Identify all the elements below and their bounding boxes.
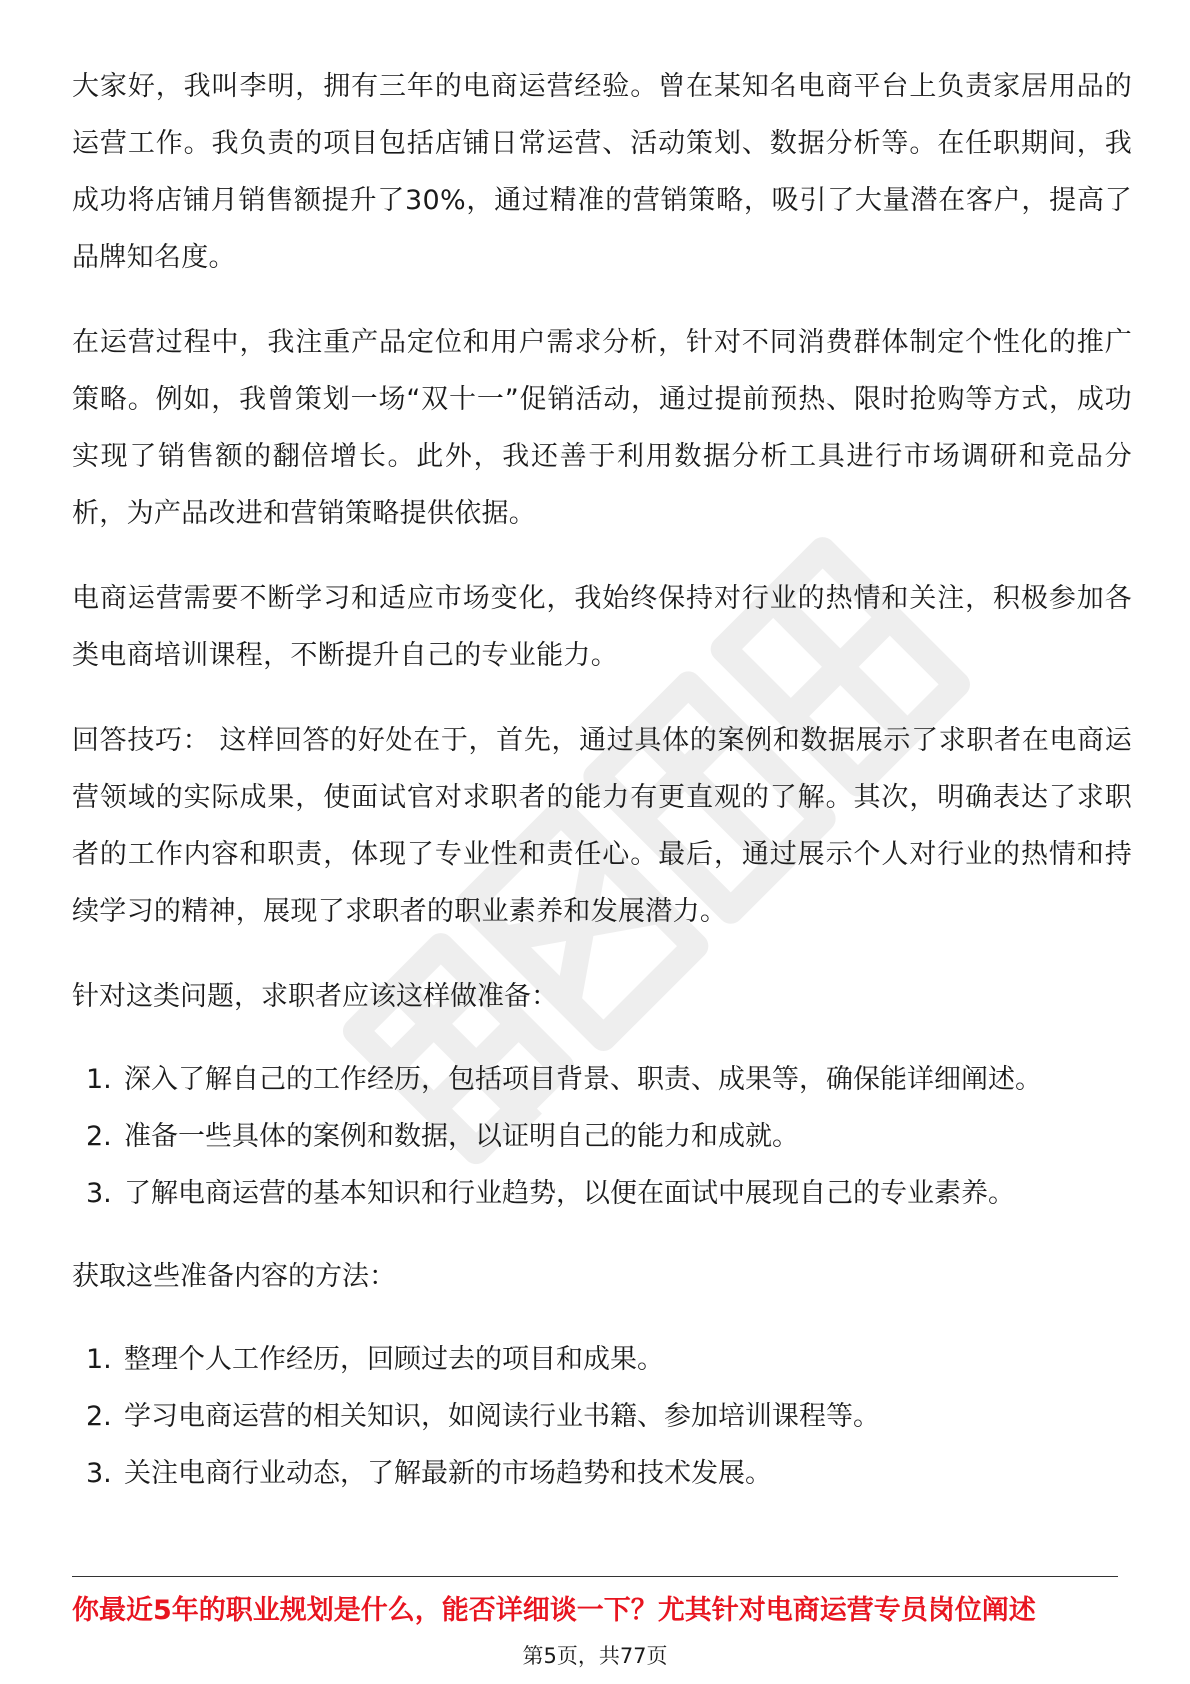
list-text: 了解电商运营的基本知识和行业趋势，以便在面试中展现自己的专业素养。 (124, 1178, 1015, 1209)
list-text: 准备一些具体的案例和数据，以证明自己的能力和成就。 (124, 1121, 799, 1152)
list-number: 2. (86, 1401, 112, 1432)
paragraph-operations: 在运营过程中，我注重产品定位和用户需求分析，针对不同消费群体制定个性化的推广策略。例如，我曾策划一场“双十一”促销活动，通过提前预热、限时抢购等方式，成功实现了销售额的翻倍增长。此外，我还善于利用数据分析工具进行市场调研和竞品分析，为产品改进和营销策略提供依据。 (72, 327, 1132, 529)
paragraph-answer-tips: 回答技巧： 这样回答的好处在于，首先，通过具体的案例和数据展示了求职者在电商运营领域的实际成果，使面试官对求职者的能力有更直观的了解。其次，明确表达了求职者的工作内容和职责，体现了专业性和责任心。最后，通过展示个人对行业的热情和持续学习的精神，展现了求职者的职业素养和发展潜力。 (72, 725, 1132, 927)
list-number: 3. (86, 1178, 112, 1209)
list-number: 3. (86, 1458, 112, 1489)
list-text: 学习电商运营的相关知识，如阅读行业书籍、参加培训课程等。 (124, 1401, 880, 1432)
list-item (86, 1388, 1132, 1445)
methods-list (72, 1331, 1132, 1502)
prep-list (72, 1051, 1132, 1222)
list-number: 1. (86, 1064, 112, 1095)
document-body (72, 58, 1132, 1528)
list-text: 深入了解自己的工作经历，包括项目背景、职责、成果等，确保能详细阐述。 (124, 1064, 1042, 1095)
list-text: 关注电商行业动态，了解最新的市场趋势和技术发展。 (124, 1458, 772, 1489)
page-number: 第5页，共77页 (522, 1644, 668, 1668)
paragraph-intro: 大家好，我叫李明，拥有三年的电商运营经验。曾在某知名电商平台上负责家居用品的运营工作。我负责的项目包括店铺日常运营、活动策划、数据分析等。在任职期间，我成功将店铺月销售额提升了30%，通过精准的营销策略，吸引了大量潜在客户，提高了品牌知名度。 (72, 71, 1132, 273)
list-item (86, 1165, 1132, 1222)
list-number: 2. (86, 1121, 112, 1152)
list-text: 整理个人工作经历，回顾过去的项目和成果。 (124, 1344, 664, 1375)
list-item (86, 1051, 1132, 1108)
paragraph-learning: 电商运营需要不断学习和适应市场变化，我始终保持对行业的热情和关注，积极参加各类电商培训课程，不断提升自己的专业能力。 (72, 583, 1132, 671)
methods-heading: 获取这些准备内容的方法： (72, 1261, 396, 1292)
list-number: 1. (86, 1344, 112, 1375)
next-question-heading: 你最近5年的职业规划是什么，能否详细谈一下？尤其针对电商运营专员岗位阐述 (72, 1595, 1036, 1626)
list-item (86, 1331, 1132, 1388)
list-item (86, 1108, 1132, 1165)
footer-divider (72, 1576, 1118, 1577)
prep-heading: 针对这类问题，求职者应该这样做准备： (72, 981, 558, 1012)
list-item (86, 1445, 1132, 1502)
